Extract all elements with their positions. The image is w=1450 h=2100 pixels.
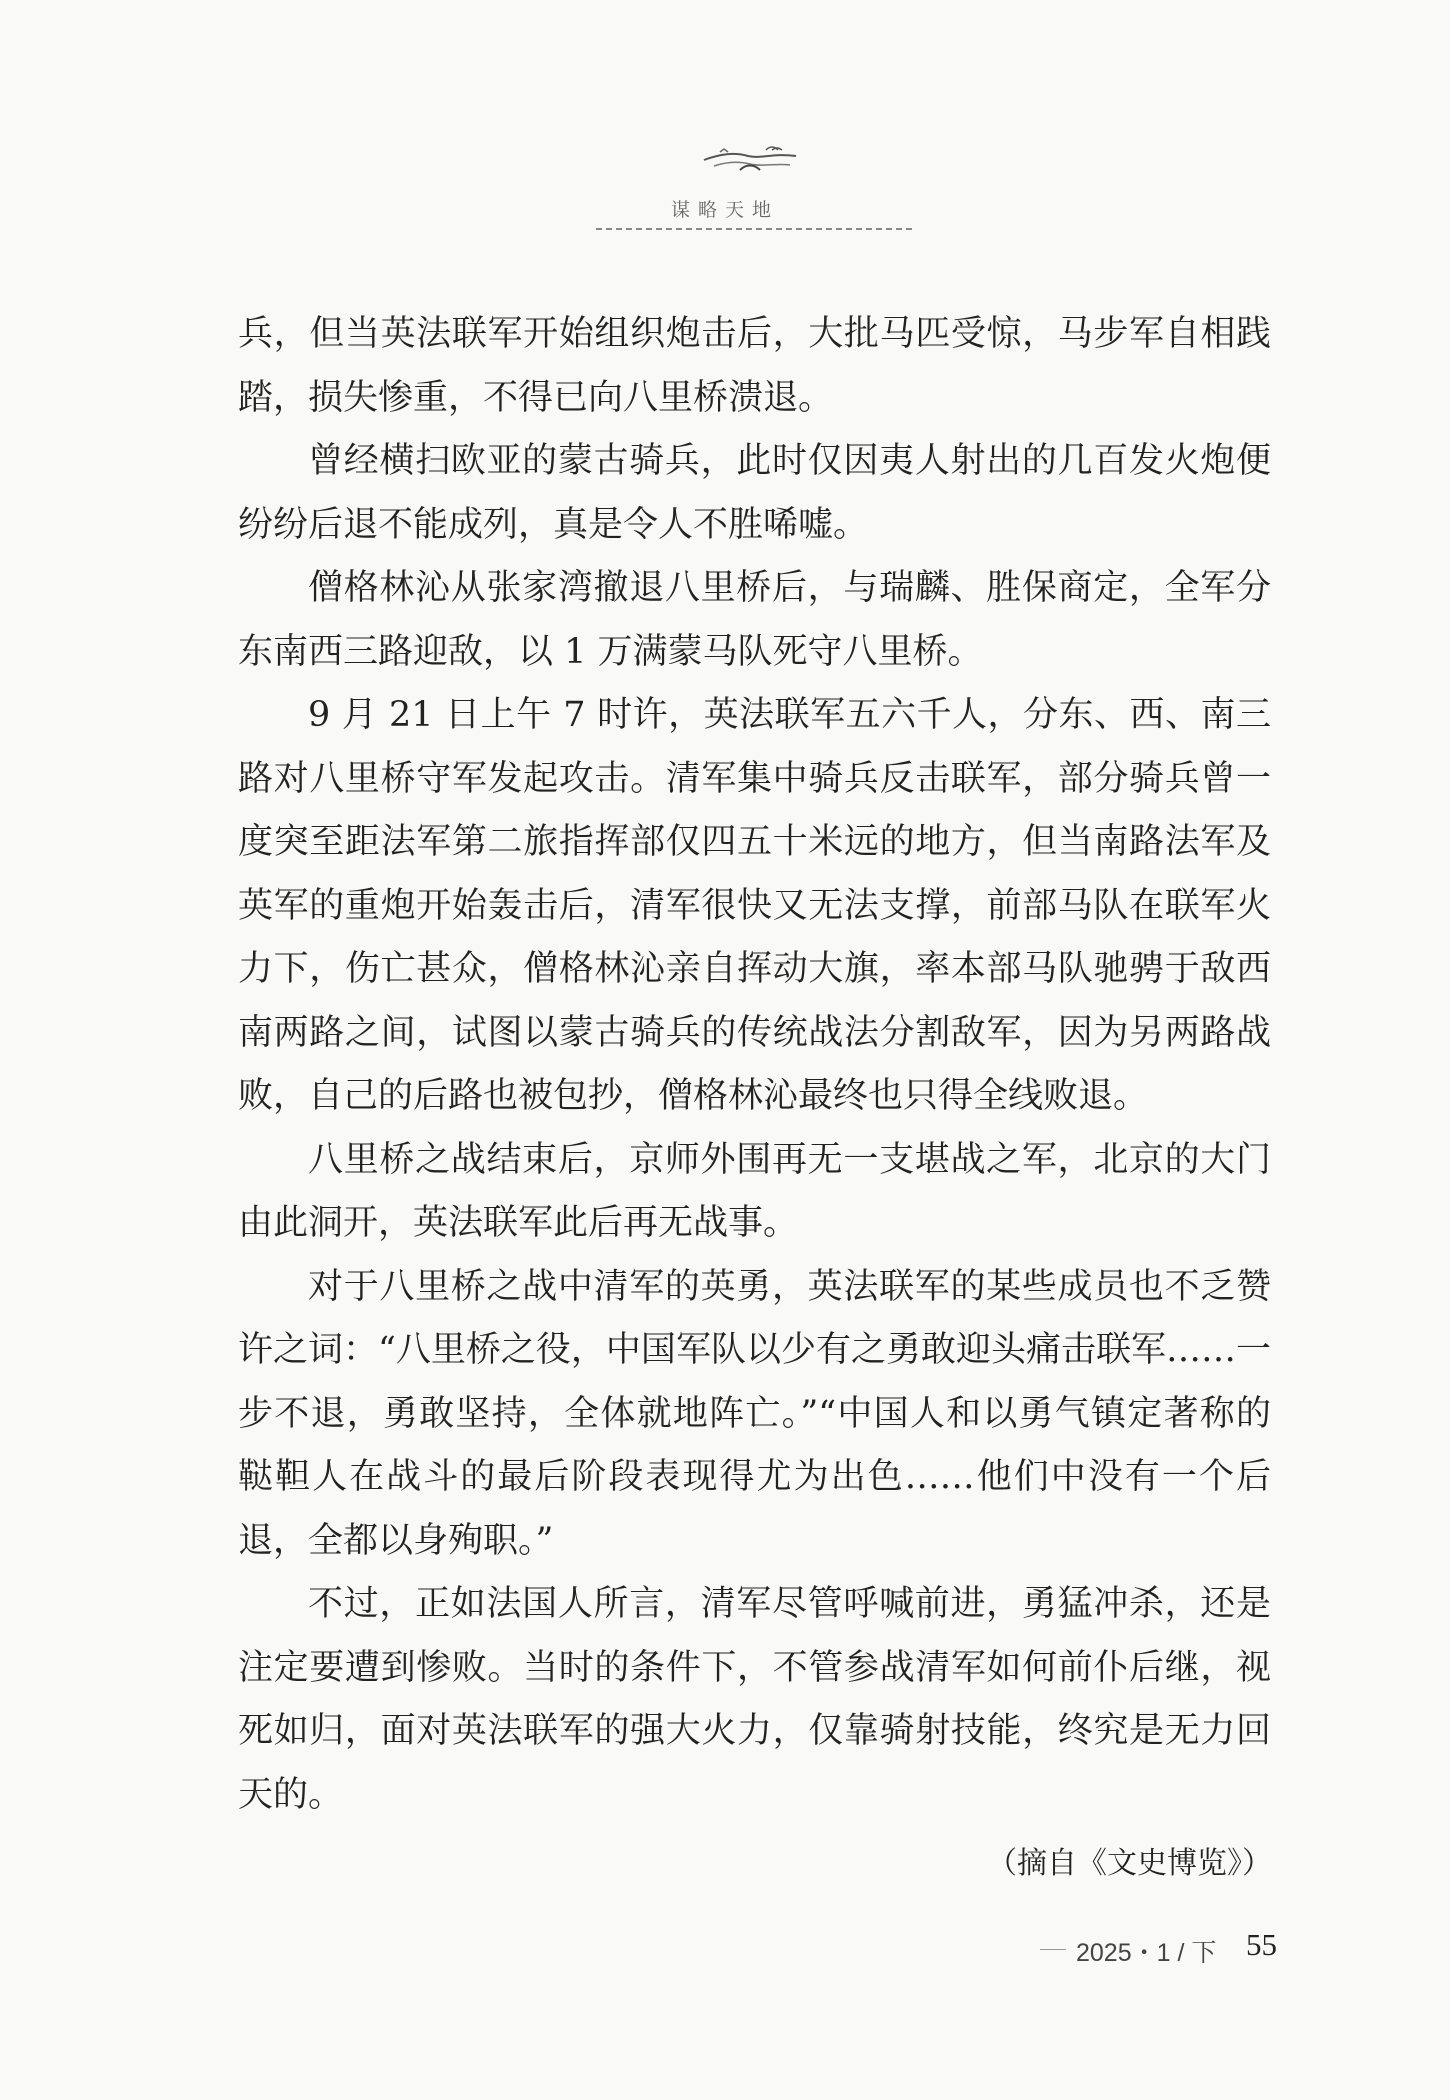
page-header (0, 140, 1450, 240)
page-number: 55 (1246, 1927, 1277, 1962)
ink-landscape-icon (700, 140, 800, 180)
article-body (238, 303, 1271, 1827)
paragraph: 兵，但当英法联军开始组织炮击后，大批马匹受惊，马步军自相践踏，损失惨重，不得已向八里桥溃退。 (238, 314, 1271, 418)
issue-label: 2025・1 / 下 (1076, 1939, 1217, 1967)
paragraph: 不过，正如法国人所言，清军尽管呼喊前进，勇猛冲杀，还是注定要遭到惨败。当时的条件下，不管参战清军如何前仆后继，视死如归，面对英法联军的强大火力，仅靠骑射技能，终究是无力回天的。 (238, 1584, 1271, 1815)
paragraph: 9 月 21 日上午 7 时许，英法联军五六千人，分东、西、南三路对八里桥守军发起攻击。清军集中骑兵反击联军，部分骑兵曾一度突至距法军第二旅指挥部仅四五十米远的地方，但当南路法军及英军的重炮开始轰击后，清军很快又无法支撑，前部马队在联军火力下，伤亡甚众，僧格林沁亲自挥动大旗，率本部马队驰骋于敌西南两路之间，试图以蒙古骑兵的传统战法分割敌军，因为另两路战败，自己的后路也被包抄，僧格林沁最终也只得全线败退。 (238, 695, 1271, 1116)
paragraph: 对于八里桥之战中清军的英勇，英法联军的某些成员也不乏赞许之词：“八里桥之役，中国军队以少有之勇敢迎头痛击联军……一步不退，勇敢坚持，全体就地阵亡。”“中国人和以勇气镇定著称的鞑靼人在战斗的最后阶段表现得尤为出色……他们中没有一个后退，全都以身殉职。” (238, 1266, 1271, 1561)
source-citation: （摘自《文史博览》） (987, 1846, 1272, 1881)
paragraph: 八里桥之战结束后，京师外围再无一支堪战之军，北京的大门由此洞开，英法联军此后再无战事。 (238, 1139, 1271, 1243)
header-divider (596, 228, 912, 230)
footer-rule (1040, 1949, 1066, 1950)
paragraph: 僧格林沁从张家湾撤退八里桥后，与瑞麟、胜保商定，全军分东南西三路迎敌，以 1 万满蒙马队死守八里桥。 (238, 568, 1271, 672)
page-footer (1040, 1927, 1280, 1967)
paragraph: 曾经横扫欧亚的蒙古骑兵，此时仅因夷人射出的几百发火炮便纷纷后退不能成列，真是令人不胜唏嘘。 (238, 441, 1271, 545)
section-title: 谋略天地 (670, 199, 779, 221)
